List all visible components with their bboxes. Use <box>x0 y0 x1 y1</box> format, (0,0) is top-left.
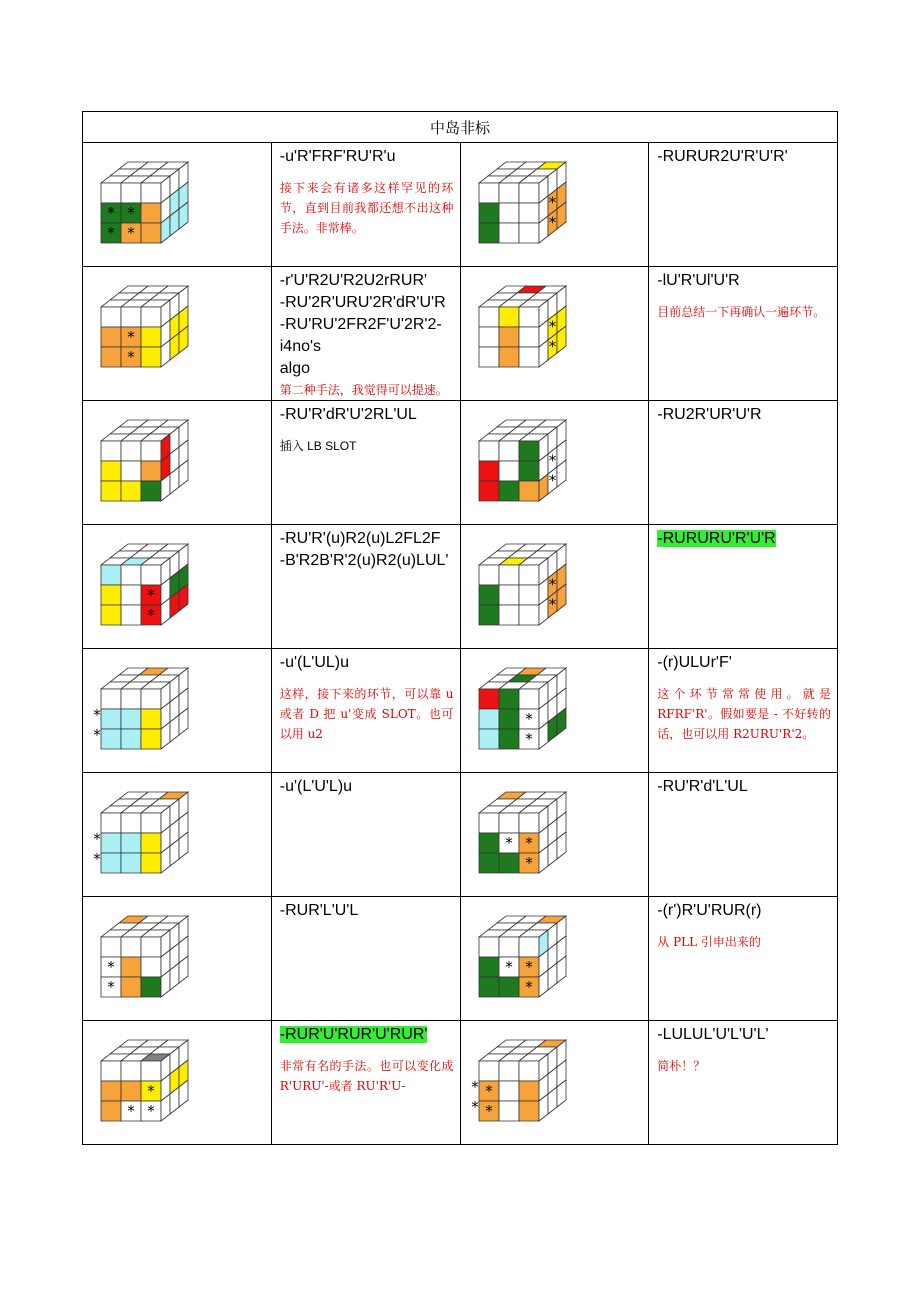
front-facelet <box>479 1061 499 1081</box>
front-facelet <box>499 307 519 327</box>
star-marker-icon: * <box>548 595 556 614</box>
front-facelet <box>479 833 499 853</box>
front-facelet <box>519 605 539 625</box>
cube-image-cell <box>83 1021 272 1145</box>
cube-image-cell <box>83 649 272 773</box>
front-facelet <box>499 327 519 347</box>
table-row <box>83 773 838 897</box>
star-marker-icon: * <box>484 1082 493 1100</box>
front-facelet <box>479 461 499 481</box>
algorithm-text <box>657 900 831 922</box>
front-facelet <box>141 853 161 873</box>
front-facelet <box>121 689 141 709</box>
algorithm-text <box>280 146 454 168</box>
front-facelet <box>101 327 121 347</box>
front-facelet <box>519 585 539 605</box>
star-marker-icon: * <box>548 337 556 356</box>
table-row <box>83 401 838 525</box>
front-facelet <box>141 1061 161 1081</box>
front-facelet <box>101 481 121 501</box>
algorithm-notation: -u'(L'UL)u <box>279 654 349 671</box>
algorithm-notation: -RURUR2U'R'U'R' <box>657 148 788 165</box>
front-facelet <box>479 327 499 347</box>
front-facelet <box>101 833 121 853</box>
algorithm-notation: -lU'R'Ul'U'R <box>657 272 740 289</box>
front-facelet <box>141 833 161 853</box>
front-facelet <box>141 347 161 367</box>
front-facelet <box>141 183 161 203</box>
front-facelet <box>121 1061 141 1081</box>
star-marker-icon: * <box>147 1082 155 1100</box>
front-facelet <box>101 1081 121 1101</box>
algorithm-cell <box>271 773 460 897</box>
front-facelet <box>479 307 499 327</box>
front-facelet <box>479 585 499 605</box>
star-marker-icon: * <box>524 958 533 976</box>
front-facelet <box>479 203 499 223</box>
algorithm-cell <box>649 143 838 267</box>
algorithm-notation: -RU'R'dR'U'2RL'UL <box>279 406 417 423</box>
cube-image-cell <box>460 1021 649 1145</box>
cube-diagram <box>469 783 579 883</box>
algorithm-text <box>657 404 831 426</box>
front-facelet <box>499 203 519 223</box>
front-facelet <box>519 481 539 501</box>
front-facelet <box>101 347 121 367</box>
table-row <box>83 649 838 773</box>
cube-diagram <box>469 277 579 377</box>
front-facelet <box>479 441 499 461</box>
front-facelet <box>121 977 141 997</box>
algorithm-notation: -u'R'FRF'RU'R'u <box>279 148 396 165</box>
front-facelet <box>479 347 499 367</box>
algorithm-notation: -RU2R'UR'U'R <box>657 406 762 423</box>
cube-image-cell <box>83 143 272 267</box>
algorithm-cell <box>271 897 460 1021</box>
star-marker-icon: * <box>548 471 556 490</box>
front-facelet <box>121 1081 141 1101</box>
algorithm-note: 这个环节常常使用。就是 RFRF'R'。假如要是 - 不好转的话，也可以用 R2URU'R'2。 <box>657 687 831 741</box>
algorithm-cell <box>649 525 838 649</box>
star-marker-icon: * <box>470 1078 479 1096</box>
front-facelet <box>479 183 499 203</box>
algorithm-cell <box>271 525 460 649</box>
star-marker-icon: * <box>504 834 513 852</box>
algorithm-text <box>280 776 454 798</box>
star-marker-icon: * <box>93 726 101 744</box>
star-marker-icon: * <box>548 213 556 232</box>
front-facelet <box>101 1061 121 1081</box>
algorithm-text <box>280 270 454 380</box>
star-marker-icon: * <box>524 730 533 748</box>
front-facelet <box>519 1081 539 1101</box>
cube-image-cell <box>460 897 649 1021</box>
algorithm-notation: -RURURU'R'U'R <box>657 530 776 547</box>
front-facelet <box>141 813 161 833</box>
star-marker-icon: * <box>107 978 115 996</box>
front-facelet <box>519 327 539 347</box>
front-facelet <box>121 605 141 625</box>
star-marker-icon: * <box>524 834 533 852</box>
table-title: 中岛非标 <box>83 112 838 143</box>
cube-image-cell <box>460 267 649 401</box>
algorithm-cell <box>649 401 838 525</box>
front-facelet <box>121 957 141 977</box>
front-facelet <box>499 729 519 749</box>
cube-image-cell <box>83 773 272 897</box>
table-row <box>83 143 838 267</box>
front-facelet <box>101 585 121 605</box>
front-facelet <box>121 729 141 749</box>
algorithm-text <box>280 900 454 922</box>
front-facelet <box>121 183 141 203</box>
star-marker-icon: * <box>127 328 135 346</box>
cube-diagram <box>91 153 201 253</box>
algorithm-text <box>657 776 831 798</box>
algorithm-cell <box>649 649 838 773</box>
algorithm-cell <box>271 649 460 773</box>
front-facelet <box>499 441 519 461</box>
algorithm-cell <box>271 1021 460 1145</box>
algorithm-notation: -(r)ULUr'F' <box>657 654 732 671</box>
front-facelet <box>499 461 519 481</box>
cube-diagram <box>91 411 201 511</box>
cube-image-cell <box>83 401 272 525</box>
front-facelet <box>519 441 539 461</box>
cube-diagram <box>91 1031 201 1131</box>
cube-image-cell <box>83 267 272 401</box>
cube-diagram <box>91 535 201 635</box>
algorithm-notation: -RU'R'd'L'UL <box>657 778 748 795</box>
front-facelet <box>499 853 519 873</box>
algorithm-notation: -RU'R'(u)R2(u)L2FL2F -B'R2B'R'2(u)R2(u)LUL' <box>279 530 449 569</box>
front-facelet <box>499 1081 519 1101</box>
algorithm-note: 插入 LB SLOT <box>279 439 357 453</box>
algorithm-cell <box>271 143 460 267</box>
star-marker-icon: * <box>484 1102 493 1120</box>
front-facelet <box>101 307 121 327</box>
algorithm-text <box>280 652 454 674</box>
front-facelet <box>121 481 141 501</box>
cube-diagram <box>469 1031 579 1131</box>
algorithm-text <box>657 652 831 674</box>
algorithm-note: 第二种手法，我觉得可以提速。 <box>279 383 448 397</box>
front-facelet <box>141 689 161 709</box>
star-marker-icon: * <box>524 854 533 872</box>
front-facelet <box>121 833 141 853</box>
star-marker-icon: * <box>548 451 556 470</box>
star-marker-icon: * <box>93 830 101 848</box>
front-facelet <box>519 1061 539 1081</box>
algorithm-text <box>657 528 831 550</box>
algorithm-note: 这样，接下来的环节，可以靠 u 或者 D 把 u'变成 SLOT。也可以用 u2 <box>279 687 454 741</box>
table-row <box>83 1021 838 1145</box>
star-marker-icon: * <box>548 193 556 212</box>
algorithm-notation: -(r')R'U'RUR(r) <box>657 902 762 919</box>
front-facelet <box>141 481 161 501</box>
star-marker-icon: * <box>548 317 556 336</box>
front-facelet <box>479 853 499 873</box>
algorithm-text <box>657 270 831 292</box>
cube-diagram <box>469 907 579 1007</box>
algorithm-table <box>82 111 838 1145</box>
front-facelet <box>101 1101 121 1121</box>
front-facelet <box>141 565 161 585</box>
cube-image-cell <box>460 143 649 267</box>
algorithm-notation: -LULUL'U'L'U'L' <box>657 1026 769 1043</box>
star-marker-icon: * <box>107 958 115 976</box>
front-facelet <box>499 481 519 501</box>
cube-diagram <box>91 783 201 883</box>
algorithm-cell <box>649 897 838 1021</box>
front-facelet <box>121 307 141 327</box>
front-facelet <box>141 461 161 481</box>
front-facelet <box>141 709 161 729</box>
front-facelet <box>141 327 161 347</box>
algorithm-note: 非常有名的手法。也可以变化成 R'URU'-或者 RU'R'U- <box>279 1059 454 1093</box>
star-marker-icon: * <box>127 224 135 242</box>
front-facelet <box>101 183 121 203</box>
front-facelet <box>519 1101 539 1121</box>
algorithm-note: 接下来会有诸多这样罕见的环节，直到目前我都还想不出这种手法。非常棒。 <box>279 181 454 235</box>
front-facelet <box>121 813 141 833</box>
front-facelet <box>499 1061 519 1081</box>
cube-diagram <box>469 535 579 635</box>
front-facelet <box>141 203 161 223</box>
cube-diagram <box>469 659 579 759</box>
front-facelet <box>519 565 539 585</box>
algorithm-text <box>280 528 454 572</box>
star-marker-icon: * <box>127 204 135 222</box>
star-marker-icon: * <box>147 1102 155 1120</box>
front-facelet <box>141 937 161 957</box>
front-facelet <box>519 347 539 367</box>
front-facelet <box>499 223 519 243</box>
cube-image-cell <box>83 897 272 1021</box>
front-facelet <box>101 709 121 729</box>
front-facelet <box>519 183 539 203</box>
star-marker-icon: * <box>524 978 533 996</box>
front-facelet <box>519 461 539 481</box>
front-facelet <box>499 565 519 585</box>
front-facelet <box>479 957 499 977</box>
algorithm-cell <box>649 773 838 897</box>
front-facelet <box>479 937 499 957</box>
table-row <box>83 897 838 1021</box>
front-facelet <box>101 937 121 957</box>
algorithm-text <box>280 1024 454 1046</box>
front-facelet <box>499 585 519 605</box>
front-facelet <box>499 183 519 203</box>
front-facelet <box>519 203 539 223</box>
star-marker-icon: * <box>127 348 135 366</box>
front-facelet <box>479 605 499 625</box>
algorithm-note: 目前总结一下再确认一遍环节。 <box>657 305 826 319</box>
cube-image-cell <box>460 649 649 773</box>
front-facelet <box>101 813 121 833</box>
front-facelet <box>499 709 519 729</box>
front-facelet <box>101 461 121 481</box>
algorithm-text <box>657 146 831 168</box>
algorithm-notation: -u'(L'U'L)u <box>279 778 353 795</box>
front-facelet <box>479 709 499 729</box>
cube-diagram <box>91 659 201 759</box>
algorithm-text <box>657 1024 831 1046</box>
cube-image-cell <box>460 525 649 649</box>
cube-image-cell <box>460 401 649 525</box>
front-facelet <box>499 605 519 625</box>
cube-image-cell <box>83 525 272 649</box>
front-facelet <box>121 461 141 481</box>
front-facelet <box>499 1101 519 1121</box>
front-facelet <box>479 977 499 997</box>
star-marker-icon: * <box>548 575 556 594</box>
front-facelet <box>479 729 499 749</box>
cube-image-cell <box>460 773 649 897</box>
front-facelet <box>141 977 161 997</box>
front-facelet <box>101 689 121 709</box>
front-facelet <box>141 441 161 461</box>
front-facelet <box>479 565 499 585</box>
cube-diagram <box>91 277 201 377</box>
front-facelet <box>101 729 121 749</box>
front-facelet <box>121 937 141 957</box>
front-facelet <box>101 853 121 873</box>
algorithm-cell <box>271 401 460 525</box>
star-marker-icon: * <box>107 204 115 222</box>
front-facelet <box>499 347 519 367</box>
front-facelet <box>499 937 519 957</box>
front-facelet <box>121 565 141 585</box>
front-facelet <box>479 813 499 833</box>
star-marker-icon: * <box>93 706 101 724</box>
front-facelet <box>141 957 161 977</box>
front-facelet <box>519 813 539 833</box>
front-facelet <box>479 689 499 709</box>
front-facelet <box>479 223 499 243</box>
star-marker-icon: * <box>127 1102 135 1120</box>
algorithm-cell <box>649 1021 838 1145</box>
star-marker-icon: * <box>504 958 513 976</box>
cube-diagram <box>469 153 579 253</box>
front-facelet <box>479 481 499 501</box>
star-marker-icon: * <box>524 710 533 728</box>
table-row <box>83 267 838 401</box>
cube-diagram <box>91 907 201 1007</box>
algorithm-cell <box>271 267 460 401</box>
front-facelet <box>101 565 121 585</box>
algorithm-notation: -RUR'L'U'L <box>279 902 359 919</box>
front-facelet <box>141 307 161 327</box>
algorithm-text <box>280 404 454 426</box>
algorithm-notation: -RUR'U'RUR'U'RUR' <box>279 1026 428 1043</box>
front-facelet <box>101 441 121 461</box>
star-marker-icon: * <box>107 224 115 242</box>
algorithm-note: 简朴！？ <box>657 1059 706 1073</box>
algorithm-notation: -r'U'R2U'R2U2rRUR' -RU'2R'URU'2R'dR'U'R -RU'RU'2FR2F'U'2R'2-i4no's algo <box>279 272 446 377</box>
table-row <box>83 525 838 649</box>
front-facelet <box>121 709 141 729</box>
front-facelet <box>499 689 519 709</box>
front-facelet <box>519 307 539 327</box>
front-facelet <box>101 605 121 625</box>
front-facelet <box>121 585 141 605</box>
algorithm-note: 从 PLL 引申出来的 <box>657 935 761 949</box>
front-facelet <box>499 813 519 833</box>
front-facelet <box>499 977 519 997</box>
front-facelet <box>519 689 539 709</box>
algorithm-cell <box>649 267 838 401</box>
front-facelet <box>121 441 141 461</box>
front-facelet <box>519 223 539 243</box>
cube-diagram <box>469 411 579 511</box>
star-marker-icon: * <box>470 1098 479 1116</box>
front-facelet <box>141 729 161 749</box>
front-facelet <box>121 853 141 873</box>
star-marker-icon: * <box>93 850 101 868</box>
front-facelet <box>519 937 539 957</box>
front-facelet <box>141 223 161 243</box>
star-marker-icon: * <box>147 606 155 624</box>
star-marker-icon: * <box>147 586 155 604</box>
